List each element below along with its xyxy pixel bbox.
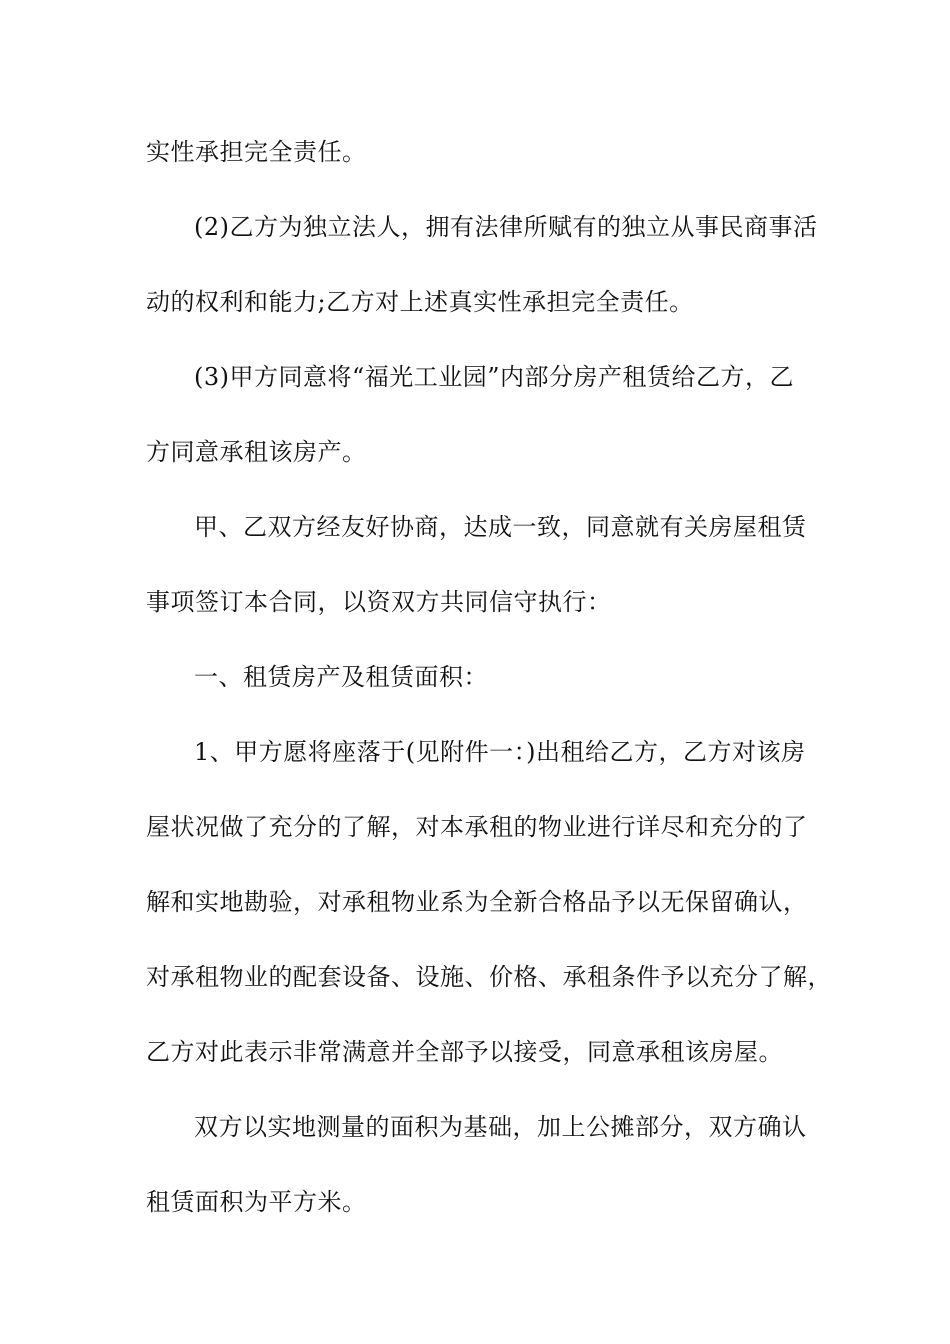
text-line: 解和实地勘验，对承租物业系为全新合格品予以无保留确认，	[146, 888, 808, 916]
paragraph-line: 1、甲方愿将座落于(见附件一：)出租给乙方，乙方对该房	[194, 738, 806, 766]
text-line: 实性承担完全责任。	[146, 138, 367, 166]
text-line: 事项签订本合同，以资双方共同信守执行：	[146, 588, 612, 616]
text-line: 租赁面积为平方米。	[146, 1188, 367, 1216]
text-line: 乙方对此表示非常满意并全部予以接受，同意承租该房屋。	[146, 1038, 783, 1066]
text-line: 对承租物业的配套设备、设施、价格、承租条件予以充分了解，	[146, 963, 832, 991]
paragraph-line: (2)乙方为独立法人，拥有法律所赋有的独立从事民商事活	[194, 213, 818, 241]
paragraph-line: 甲、乙双方经友好协商，达成一致，同意就有关房屋租赁	[194, 513, 807, 541]
text-line: 屋状况做了充分的了解，对本承租的物业进行详尽和充分的了	[146, 813, 808, 841]
text-line: 方同意承租该房产。	[146, 438, 367, 466]
text-line: 动的权利和能力;乙方对上述真实性承担完全责任。	[146, 288, 694, 316]
paragraph-line: 双方以实地测量的面积为基础，加上公摊部分，双方确认	[194, 1113, 807, 1141]
paragraph-line: (3)甲方同意将“福光工业园”内部分房产租赁给乙方，乙	[194, 363, 795, 391]
section-heading: 一、租赁房产及租赁面积：	[194, 663, 488, 691]
